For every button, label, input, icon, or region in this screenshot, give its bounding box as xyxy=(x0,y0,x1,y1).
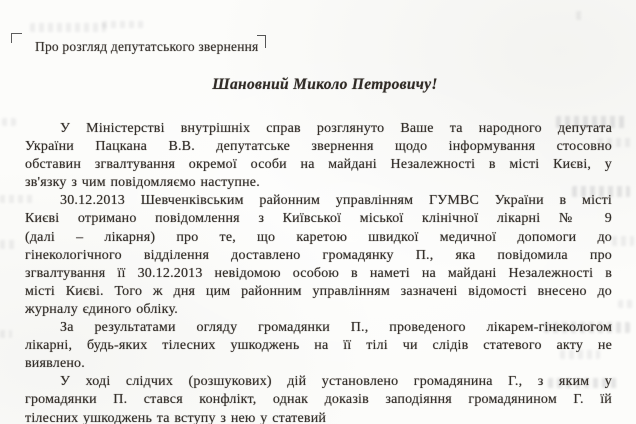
paragraph xyxy=(25,373,612,424)
paragraph xyxy=(25,319,612,373)
bleed-through-smudge xyxy=(0,330,12,338)
bleed-through-smudge xyxy=(618,300,634,308)
corner-mark-left-icon xyxy=(11,33,22,43)
text-line: Києві отримано повідомлення з Київської міської клінічної лікарні № 9 xyxy=(25,211,612,227)
text-line: України Пацкана В.В. депутатське звернення щодо інформування стосовно xyxy=(25,139,612,155)
text-line: зв'язку з чим повідомляємо наступне. xyxy=(25,175,260,191)
text-line: 30.12.2013 Шевченківським районним управлінням ГУМВС України в місті xyxy=(60,193,612,209)
text-line: згвалтування її 30.12.2013 невідомою особою в наметі на майдані Незалежності в xyxy=(25,265,612,281)
text-line: лікарні, будь-яких тілесних ушкоджень на її тілі чи слідів статевого акту не xyxy=(25,338,612,354)
subject-line xyxy=(35,39,266,55)
text-line: У Міністерстві внутрішніх справ розглянуто Ваше та народного депутата xyxy=(60,121,612,136)
bleed-through-smudge xyxy=(2,118,16,126)
bleed-through-smudge xyxy=(102,21,144,28)
bleed-through-smudge xyxy=(30,23,106,32)
text-line: обставин згвалтування окремої особи на майдані Незалежності в місті Києві, у xyxy=(25,157,612,173)
paragraph xyxy=(25,192,612,319)
bleed-through-smudge xyxy=(576,11,585,20)
text-line: виявлено. xyxy=(25,356,85,372)
text-line: У ході слідчих (розшукових) дій установлено громадянина Г., з яким у xyxy=(60,374,612,390)
text-line: журналу єдиного обліку. xyxy=(25,301,178,317)
text-line: громадянки П. стався конфлікт, однак доказів заподіяння громадянином Г. їй xyxy=(25,392,612,408)
text-line: тілесних ушкоджень та вступу з нею у статевий xyxy=(25,410,327,424)
text-line: місті Києві. Того ж дня цим районним управлінням зазначені відомості внесено до xyxy=(25,283,612,299)
bleed-through-smudge xyxy=(612,236,634,246)
corner-mark-right-icon xyxy=(257,35,266,48)
text-line: гінекологічного відділення доставлено громадянку П., яка повідомила про xyxy=(25,247,612,263)
subject-line-text: Про розгляд депутатського звернення xyxy=(35,39,259,54)
letter-body xyxy=(25,120,612,424)
text-line: За результатами огляду громадянки П., проведеного лікарем-гінекологом xyxy=(60,320,612,336)
text-line: (далі – лікарня) про те, що каретою швидкої медичної допомоги до xyxy=(25,229,612,245)
paragraph xyxy=(25,120,612,192)
bleed-through-smudge xyxy=(0,240,16,249)
salutation: Шановний Миколо Петровичу! xyxy=(212,76,438,93)
